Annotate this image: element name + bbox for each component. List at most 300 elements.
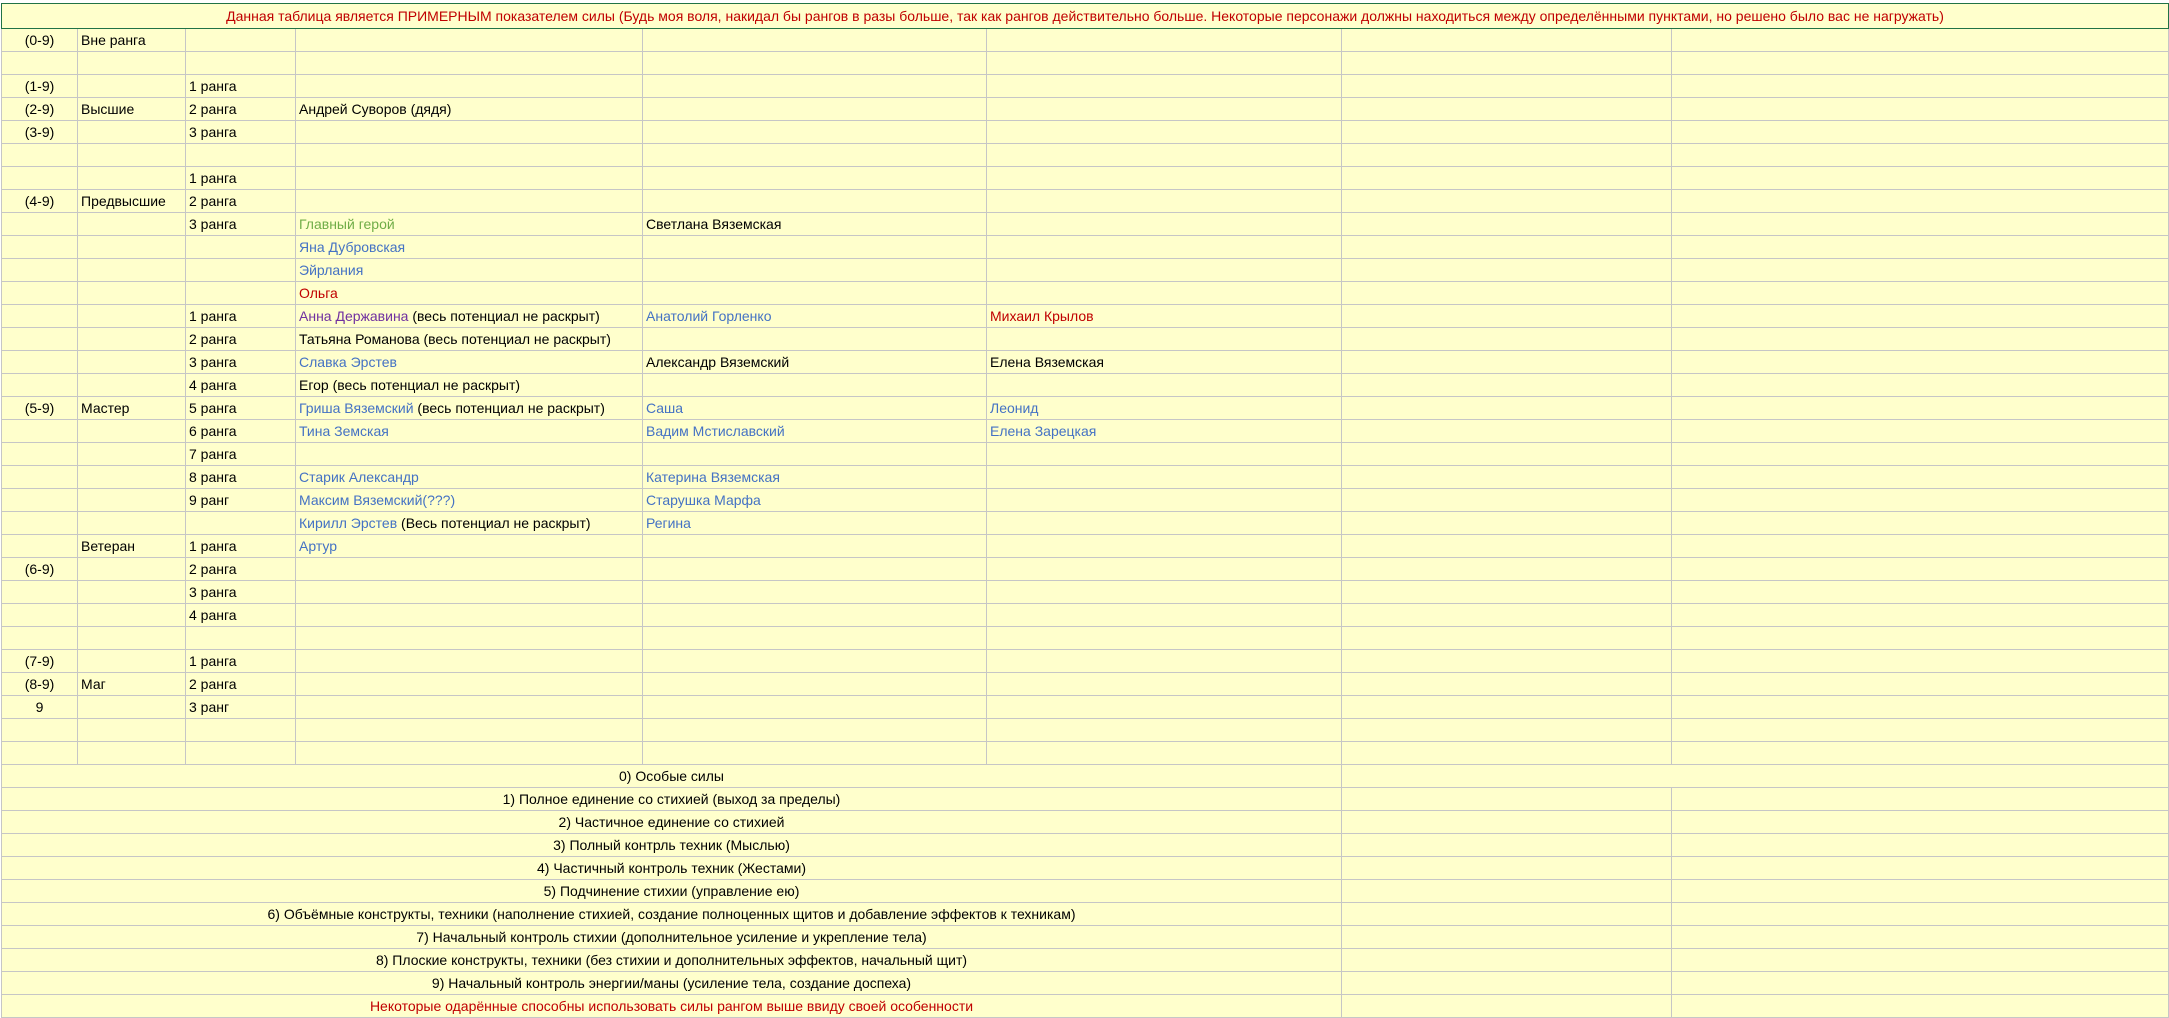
tier-cell[interactable] (78, 282, 186, 305)
empty-cell[interactable] (1672, 443, 2169, 466)
character-cell[interactable] (643, 397, 987, 420)
character-cell[interactable] (643, 374, 987, 397)
character-cell[interactable] (987, 512, 1342, 535)
empty-cell[interactable] (1672, 926, 2169, 949)
empty-cell[interactable] (1342, 489, 1672, 512)
empty-cell[interactable] (1672, 627, 2169, 650)
range-cell[interactable]: (3-9) (2, 121, 78, 144)
empty-cell[interactable] (1342, 374, 1672, 397)
rank-cell[interactable]: 9 ранг (186, 489, 296, 512)
rank-cell[interactable] (186, 627, 296, 650)
character-cell[interactable] (987, 397, 1342, 420)
empty-cell[interactable] (1672, 512, 2169, 535)
empty-cell[interactable] (1342, 995, 1672, 1018)
empty-cell[interactable] (1672, 811, 2169, 834)
range-cell[interactable] (2, 535, 78, 558)
empty-cell[interactable] (1672, 466, 2169, 489)
empty-cell[interactable] (1672, 259, 2169, 282)
range-cell[interactable]: (5-9) (2, 397, 78, 420)
rank-cell[interactable] (186, 236, 296, 259)
character-cell[interactable] (643, 282, 987, 305)
character-cell[interactable] (643, 535, 987, 558)
range-cell[interactable] (2, 351, 78, 374)
range-cell[interactable] (2, 374, 78, 397)
empty-cell[interactable] (1342, 121, 1672, 144)
range-cell[interactable] (2, 489, 78, 512)
character-cell[interactable] (296, 650, 643, 673)
character-cell[interactable] (987, 581, 1342, 604)
rank-cell[interactable] (186, 719, 296, 742)
range-cell[interactable] (2, 282, 78, 305)
character-cell[interactable] (643, 167, 987, 190)
rank-cell[interactable]: 1 ранга (186, 650, 296, 673)
empty-cell[interactable] (1672, 673, 2169, 696)
character-cell[interactable] (987, 673, 1342, 696)
character-cell[interactable] (643, 627, 987, 650)
rank-cell[interactable]: 2 ранга (186, 98, 296, 121)
tier-cell[interactable]: Вне ранга (78, 29, 186, 52)
rank-cell[interactable] (186, 512, 296, 535)
character-cell[interactable] (987, 420, 1342, 443)
empty-cell[interactable] (1342, 604, 1672, 627)
character-cell[interactable] (296, 719, 643, 742)
empty-cell[interactable] (1342, 673, 1672, 696)
character-cell[interactable] (987, 742, 1342, 765)
character-cell[interactable] (987, 259, 1342, 282)
table-row (2, 167, 2169, 190)
range-cell[interactable] (2, 213, 78, 236)
range-cell[interactable]: (7-9) (2, 650, 78, 673)
character-cell[interactable] (643, 98, 987, 121)
character-cell[interactable] (987, 466, 1342, 489)
character-cell[interactable] (296, 98, 643, 121)
empty-cell[interactable] (1672, 98, 2169, 121)
tier-cell[interactable] (78, 558, 186, 581)
character-cell[interactable] (643, 512, 987, 535)
empty-cell[interactable] (1672, 995, 2169, 1018)
character-cell[interactable] (643, 420, 987, 443)
tier-cell[interactable] (78, 512, 186, 535)
empty-cell[interactable] (1342, 305, 1672, 328)
tier-cell[interactable] (78, 627, 186, 650)
tier-cell[interactable] (78, 167, 186, 190)
character-cell[interactable] (296, 351, 643, 374)
empty-cell[interactable] (1342, 788, 1672, 811)
tier-cell[interactable]: Ветеран (78, 535, 186, 558)
empty-cell[interactable] (1672, 397, 2169, 420)
character-cell[interactable] (643, 236, 987, 259)
range-cell[interactable] (2, 742, 78, 765)
character-cell[interactable] (987, 719, 1342, 742)
character-cell[interactable] (296, 535, 643, 558)
character-cell[interactable] (987, 351, 1342, 374)
range-cell[interactable]: (0-9) (2, 29, 78, 52)
character-cell[interactable] (643, 75, 987, 98)
character-cell[interactable] (643, 52, 987, 75)
tier-cell[interactable] (78, 742, 186, 765)
empty-cell[interactable] (1342, 972, 1672, 995)
character-cell[interactable] (987, 374, 1342, 397)
empty-cell[interactable] (1342, 167, 1672, 190)
empty-cell[interactable] (1342, 949, 1672, 972)
tier-cell[interactable] (78, 351, 186, 374)
character-cell[interactable] (987, 489, 1342, 512)
character-cell[interactable] (296, 420, 643, 443)
rank-cell[interactable]: 3 ранга (186, 351, 296, 374)
rank-cell[interactable] (186, 144, 296, 167)
character-cell[interactable] (296, 52, 643, 75)
character-cell[interactable] (643, 121, 987, 144)
range-cell[interactable] (2, 627, 78, 650)
rank-cell[interactable]: 4 ранга (186, 374, 296, 397)
empty-cell[interactable] (1342, 52, 1672, 75)
character-cell[interactable] (296, 742, 643, 765)
range-cell[interactable]: (1-9) (2, 75, 78, 98)
rank-cell[interactable]: 1 ранга (186, 167, 296, 190)
empty-cell[interactable] (1342, 443, 1672, 466)
character-cell[interactable] (643, 650, 987, 673)
table-row (2, 282, 2169, 305)
tier-cell[interactable] (78, 374, 186, 397)
range-cell[interactable] (2, 512, 78, 535)
empty-cell[interactable] (1672, 719, 2169, 742)
range-cell[interactable] (2, 604, 78, 627)
range-cell[interactable] (2, 305, 78, 328)
rank-cell[interactable]: 1 ранга (186, 305, 296, 328)
legend-row (2, 834, 2169, 857)
character-cell[interactable] (296, 374, 643, 397)
rank-cell[interactable]: 4 ранга (186, 604, 296, 627)
legend-cell[interactable]: Некоторые одарённые способны использовать силы рангом выше ввиду своей особенности (2, 995, 1342, 1018)
empty-cell[interactable] (1342, 144, 1672, 167)
empty-cell[interactable] (1672, 581, 2169, 604)
rank-cell[interactable]: 2 ранга (186, 558, 296, 581)
empty-cell[interactable] (1342, 75, 1672, 98)
empty-cell[interactable] (1672, 236, 2169, 259)
rank-cell[interactable]: 3 ранга (186, 121, 296, 144)
character-cell[interactable] (643, 581, 987, 604)
range-cell[interactable]: (2-9) (2, 98, 78, 121)
empty-cell[interactable] (1342, 236, 1672, 259)
character-cell[interactable] (296, 489, 643, 512)
tier-cell[interactable] (78, 604, 186, 627)
range-cell[interactable]: (8-9) (2, 673, 78, 696)
character-cell[interactable] (296, 328, 643, 351)
character-cell[interactable] (296, 581, 643, 604)
character-cell[interactable] (643, 351, 987, 374)
tier-cell[interactable]: Маг (78, 673, 186, 696)
rank-cell[interactable]: 3 ранг (186, 696, 296, 719)
character-cell[interactable] (296, 190, 643, 213)
character-cell[interactable] (987, 558, 1342, 581)
range-cell[interactable] (2, 466, 78, 489)
character-cell[interactable] (643, 558, 987, 581)
character-cell[interactable] (987, 604, 1342, 627)
header-cell[interactable]: Данная таблица является ПРИМЕРНЫМ показателем силы (Будь моя воля, накидал бы рангов в разы больше, так как рангов действительно больше. Некоторые персонажи должны находиться между определёнными пунктами, но решено было вас не нагружать) (2, 4, 2169, 29)
empty-cell[interactable] (1672, 75, 2169, 98)
rank-cell[interactable]: 6 ранга (186, 420, 296, 443)
table-row (2, 121, 2169, 144)
tier-cell[interactable] (78, 328, 186, 351)
tier-cell[interactable] (78, 489, 186, 512)
rank-cell[interactable] (186, 29, 296, 52)
range-cell[interactable] (2, 719, 78, 742)
empty-cell[interactable] (1672, 190, 2169, 213)
empty-cell[interactable] (1342, 926, 1672, 949)
empty-cell[interactable] (1342, 328, 1672, 351)
character-cell[interactable] (296, 282, 643, 305)
empty-cell[interactable] (1672, 144, 2169, 167)
rank-cell[interactable]: 2 ранга (186, 190, 296, 213)
character-cell[interactable] (296, 466, 643, 489)
tier-cell[interactable] (78, 144, 186, 167)
character-cell[interactable] (643, 328, 987, 351)
character-cell[interactable] (987, 627, 1342, 650)
empty-cell[interactable] (1342, 535, 1672, 558)
empty-cell[interactable] (1342, 558, 1672, 581)
tier-cell[interactable] (78, 305, 186, 328)
rank-cell[interactable]: 3 ранга (186, 213, 296, 236)
rank-cell[interactable]: 3 ранга (186, 581, 296, 604)
rank-cell[interactable] (186, 742, 296, 765)
table-row (2, 236, 2169, 259)
rank-cell[interactable]: 2 ранга (186, 673, 296, 696)
rank-cell[interactable] (186, 282, 296, 305)
character-cell[interactable] (987, 167, 1342, 190)
empty-cell[interactable] (1342, 811, 1672, 834)
range-cell[interactable] (2, 581, 78, 604)
cell-text: Елена Вяземская (990, 354, 1104, 370)
tier-cell[interactable]: Мастер (78, 397, 186, 420)
range-cell[interactable] (2, 420, 78, 443)
range-cell[interactable]: (6-9) (2, 558, 78, 581)
tier-cell[interactable] (78, 420, 186, 443)
empty-cell[interactable] (1672, 742, 2169, 765)
empty-cell[interactable] (1342, 420, 1672, 443)
legend-cell[interactable]: 7) Начальный контроль стихии (дополнительное усиление и укрепление тела) (2, 926, 1342, 949)
empty-cell[interactable] (1342, 627, 1672, 650)
tier-cell[interactable] (78, 466, 186, 489)
character-cell[interactable] (643, 466, 987, 489)
range-cell[interactable] (2, 167, 78, 190)
character-cell[interactable] (987, 282, 1342, 305)
empty-cell[interactable] (1672, 650, 2169, 673)
tier-cell[interactable] (78, 236, 186, 259)
rank-cell[interactable]: 1 ранга (186, 75, 296, 98)
tier-cell[interactable] (78, 719, 186, 742)
character-cell[interactable] (643, 742, 987, 765)
character-cell[interactable] (296, 443, 643, 466)
tier-cell[interactable]: Высшие (78, 98, 186, 121)
character-cell[interactable] (987, 236, 1342, 259)
character-cell[interactable] (296, 167, 643, 190)
character-cell[interactable] (296, 305, 643, 328)
legend-cell[interactable]: 0) Особые силы (2, 765, 1342, 788)
empty-cell[interactable] (1342, 903, 1672, 926)
empty-cell[interactable] (1672, 949, 2169, 972)
legend-cell[interactable]: 8) Плоские конструкты, техники (без стихии и дополнительных эффектов, начальный щит) (2, 949, 1342, 972)
character-cell[interactable] (987, 52, 1342, 75)
empty-cell[interactable] (1672, 328, 2169, 351)
character-cell[interactable] (643, 443, 987, 466)
empty-cell[interactable] (1672, 604, 2169, 627)
empty-cell[interactable] (1342, 282, 1672, 305)
table-row (2, 558, 2169, 581)
empty-cell[interactable] (1672, 351, 2169, 374)
character-cell[interactable] (643, 305, 987, 328)
empty-cell[interactable] (1672, 167, 2169, 190)
empty-cell[interactable] (1672, 558, 2169, 581)
character-cell[interactable] (643, 213, 987, 236)
empty-cell[interactable] (1342, 857, 1672, 880)
empty-cell[interactable] (1672, 52, 2169, 75)
character-cell[interactable] (296, 627, 643, 650)
tier-cell[interactable] (78, 213, 186, 236)
character-cell[interactable] (643, 673, 987, 696)
tier-cell[interactable] (78, 121, 186, 144)
character-cell[interactable] (296, 75, 643, 98)
legend-cell[interactable]: 5) Подчинение стихии (управление ею) (2, 880, 1342, 903)
empty-cell[interactable] (1672, 29, 2169, 52)
character-cell[interactable] (987, 29, 1342, 52)
empty-cell[interactable] (1672, 880, 2169, 903)
empty-cell[interactable] (1672, 305, 2169, 328)
empty-cell[interactable] (1342, 512, 1672, 535)
character-cell[interactable] (987, 190, 1342, 213)
table-row (2, 397, 2169, 420)
rank-cell[interactable] (186, 259, 296, 282)
rank-cell[interactable]: 7 ранга (186, 443, 296, 466)
empty-cell[interactable] (1342, 98, 1672, 121)
range-cell[interactable] (2, 328, 78, 351)
character-cell[interactable] (643, 604, 987, 627)
empty-cell[interactable] (1342, 397, 1672, 420)
empty-cell[interactable] (1342, 466, 1672, 489)
rank-cell[interactable]: 8 ранга (186, 466, 296, 489)
empty-cell[interactable] (1672, 972, 2169, 995)
range-cell[interactable]: (4-9) (2, 190, 78, 213)
empty-cell[interactable] (1672, 489, 2169, 512)
empty-cell[interactable] (1342, 581, 1672, 604)
character-cell[interactable] (987, 144, 1342, 167)
character-cell[interactable] (296, 144, 643, 167)
tier-cell[interactable] (78, 75, 186, 98)
character-cell[interactable] (987, 443, 1342, 466)
empty-cell[interactable] (1342, 719, 1672, 742)
legend-cell[interactable]: 6) Объёмные конструкты, техники (наполнение стихией, создание полноценных щитов и добавление эффектов к техникам) (2, 903, 1342, 926)
empty-cell[interactable] (1672, 121, 2169, 144)
character-cell[interactable] (987, 305, 1342, 328)
empty-cell[interactable] (1672, 788, 2169, 811)
character-cell[interactable] (643, 719, 987, 742)
character-cell[interactable] (987, 75, 1342, 98)
empty-cell[interactable] (1672, 420, 2169, 443)
range-cell[interactable]: 9 (2, 696, 78, 719)
character-cell[interactable] (643, 190, 987, 213)
empty-cell[interactable] (1342, 742, 1672, 765)
character-cell[interactable] (296, 512, 643, 535)
tier-cell[interactable] (78, 650, 186, 673)
character-cell[interactable] (296, 29, 643, 52)
character-cell[interactable] (987, 535, 1342, 558)
legend-cell[interactable]: 1) Полное единение со стихией (выход за пределы) (2, 788, 1342, 811)
legend-cell[interactable]: 9) Начальный контроль энергии/маны (усиление тела, создание доспеха) (2, 972, 1342, 995)
empty-cell[interactable] (1342, 650, 1672, 673)
character-cell[interactable] (296, 121, 643, 144)
empty-cell[interactable] (1672, 282, 2169, 305)
power-ranking-table (1, 3, 2169, 1018)
character-cell[interactable] (296, 236, 643, 259)
character-cell[interactable] (987, 696, 1342, 719)
character-cell[interactable] (643, 259, 987, 282)
character-cell[interactable] (643, 29, 987, 52)
character-cell[interactable] (987, 213, 1342, 236)
character-cell[interactable] (987, 650, 1342, 673)
character-cell[interactable] (987, 98, 1342, 121)
character-cell[interactable] (296, 259, 643, 282)
empty-cell[interactable] (1342, 696, 1672, 719)
tier-cell[interactable] (78, 696, 186, 719)
range-cell[interactable] (2, 52, 78, 75)
character-cell[interactable] (296, 397, 643, 420)
empty-cell[interactable] (1342, 880, 1672, 903)
empty-cell[interactable] (1342, 351, 1672, 374)
empty-cell[interactable] (1672, 696, 2169, 719)
empty-cell[interactable] (1342, 834, 1672, 857)
character-cell[interactable] (296, 213, 643, 236)
rank-cell[interactable]: 5 ранга (186, 397, 296, 420)
tier-cell[interactable] (78, 259, 186, 282)
empty-cell[interactable] (1672, 374, 2169, 397)
range-cell[interactable] (2, 443, 78, 466)
tier-cell[interactable] (78, 52, 186, 75)
character-cell[interactable] (296, 696, 643, 719)
empty-cell[interactable] (1672, 213, 2169, 236)
character-cell[interactable] (643, 144, 987, 167)
empty-cell[interactable] (1342, 213, 1672, 236)
character-cell[interactable] (987, 121, 1342, 144)
legend-cell[interactable]: 4) Частичный контроль техник (Жестами) (2, 857, 1342, 880)
character-cell[interactable] (296, 604, 643, 627)
empty-cell[interactable] (1672, 834, 2169, 857)
range-cell[interactable] (2, 144, 78, 167)
table-row (2, 374, 2169, 397)
legend-cell[interactable]: 3) Полный контрль техник (Мыслью) (2, 834, 1342, 857)
empty-cell[interactable] (1672, 535, 2169, 558)
empty-cell[interactable] (1672, 903, 2169, 926)
empty-cell[interactable] (1342, 765, 2169, 788)
tier-cell[interactable] (78, 581, 186, 604)
range-cell[interactable] (2, 236, 78, 259)
table-row (2, 535, 2169, 558)
empty-cell[interactable] (1342, 190, 1672, 213)
rank-cell[interactable]: 2 ранга (186, 328, 296, 351)
tier-cell[interactable] (78, 443, 186, 466)
legend-cell[interactable]: 2) Частичное единение со стихией (2, 811, 1342, 834)
rank-cell[interactable]: 1 ранга (186, 535, 296, 558)
range-cell[interactable] (2, 259, 78, 282)
empty-cell[interactable] (1342, 29, 1672, 52)
character-cell[interactable] (643, 696, 987, 719)
character-cell[interactable] (987, 328, 1342, 351)
rank-cell[interactable] (186, 52, 296, 75)
empty-cell[interactable] (1672, 857, 2169, 880)
character-cell[interactable] (643, 489, 987, 512)
character-cell[interactable] (296, 558, 643, 581)
empty-cell[interactable] (1342, 259, 1672, 282)
tier-cell[interactable]: Предвысшие (78, 190, 186, 213)
character-cell[interactable] (296, 673, 643, 696)
